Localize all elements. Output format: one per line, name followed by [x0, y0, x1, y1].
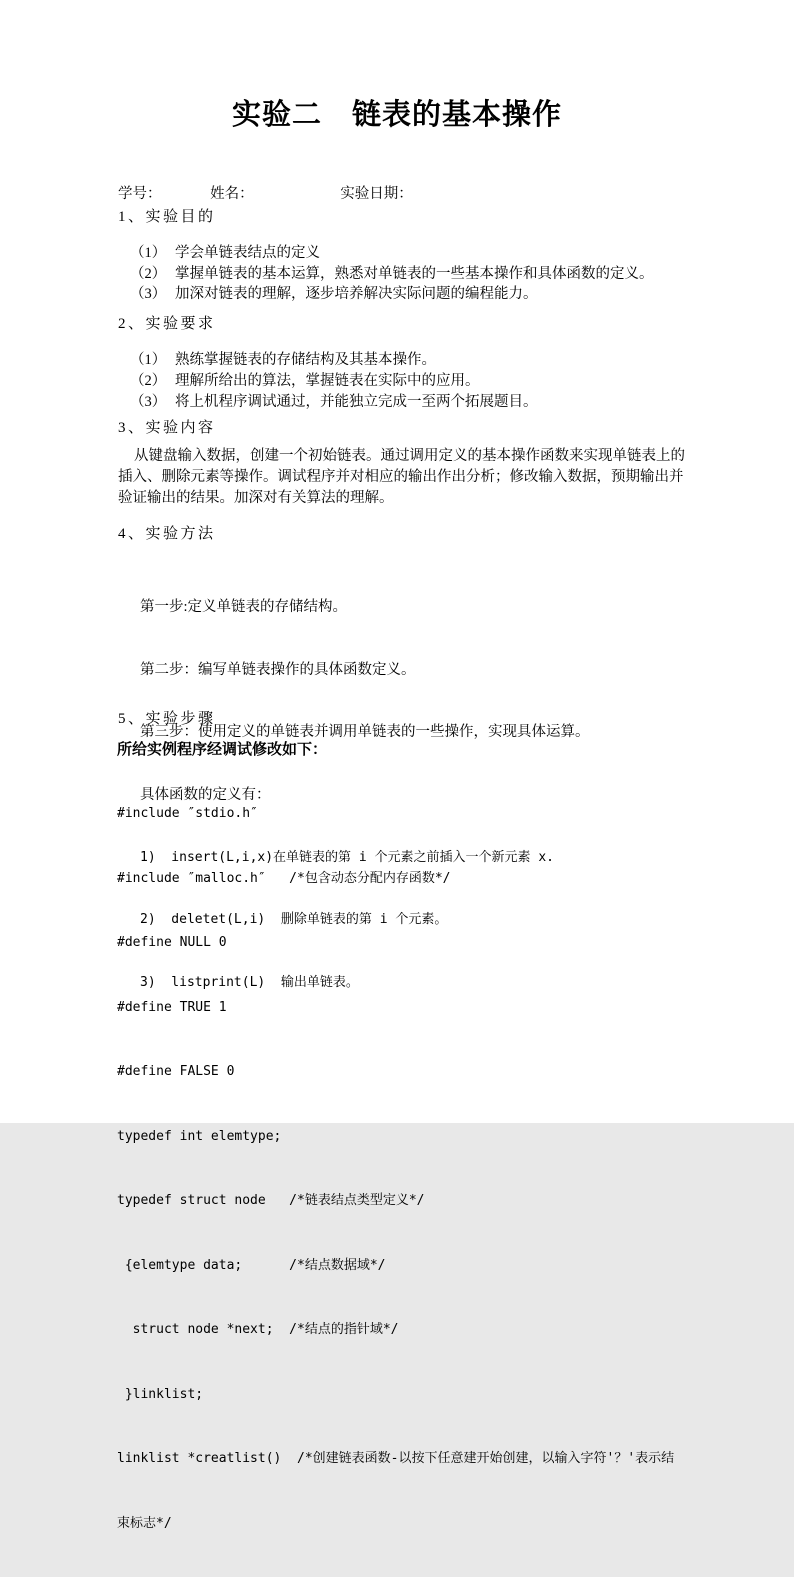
item-marker: （1）: [130, 352, 167, 368]
paragraph-line: 插入、删除元素等操作。调试程序并对相应的输出作出分析；修改输入数据，预期输出并: [118, 469, 684, 485]
requirements-item-list: [130, 350, 538, 413]
code-line: struct node *next; /*结点的指针域*/: [117, 1322, 399, 1337]
date-label: 实验日期：: [340, 186, 413, 202]
item-marker: （3）: [130, 394, 167, 410]
item-text: 掌握单链表的基本运算，熟悉对单链表的一些基本操作和具体函数的定义。: [175, 265, 654, 282]
item-text: 将上机程序调试通过，并能独立完成一至两个拓展题目。: [175, 394, 538, 410]
step-line: 具体函数的定义有：: [140, 786, 271, 803]
section-heading-method: 4、实验方法: [118, 526, 216, 542]
section-heading-content: 3、实验内容: [118, 420, 216, 436]
content-paragraph: [118, 446, 698, 509]
code-line: typedef int elemtype;: [117, 1128, 282, 1144]
code-line: #include ″malloc.h″ /*包含动态分配内存函数*/: [117, 870, 451, 886]
student-id-label: 学号：: [118, 186, 162, 202]
code-line: 束标志*/: [117, 1515, 172, 1531]
function-definition-line: 2) deletet(L,i) 删除单链表的第 i 个元素。: [140, 912, 448, 928]
list-item: [130, 264, 654, 285]
section-heading-purpose: 1、实验目的: [118, 209, 216, 225]
function-definition-line: 1) insert(L,i,x)在单链表的第 i 个元素之前插入一个新元素 x.: [140, 849, 555, 865]
step-line: 第二步：编写单链表操作的具体函数定义。: [140, 661, 416, 678]
item-marker: （2）: [130, 265, 167, 282]
page-title: 实验二 链表的基本操作: [231, 99, 562, 131]
section-heading-procedure: 5、实验步骤: [118, 711, 216, 727]
purpose-item-list: [130, 243, 654, 305]
item-text: 加深对链表的理解，逐步培养解决实际问题的编程能力。: [175, 286, 538, 302]
list-item: [130, 371, 538, 392]
function-definition-line: 3) listprint(L) 输出单链表。: [140, 975, 359, 991]
list-item: [130, 350, 538, 371]
list-item: [130, 392, 538, 413]
code-line: #define FALSE 0: [117, 1064, 235, 1079]
section-heading-requirements: 2、实验要求: [118, 316, 216, 332]
code-line: #include ″stdio.h″: [117, 806, 258, 821]
list-item: [130, 243, 654, 264]
item-text: 理解所给出的算法，掌握链表在实际中的应用。: [175, 373, 480, 389]
code-line: linklist *creatlist() /*创建链表函数-以按下任意建开始创建，以输入字符'？'表示结: [117, 1451, 675, 1466]
item-marker: （3）: [130, 286, 167, 302]
code-line: #define TRUE 1: [117, 999, 227, 1015]
paragraph-line: 从键盘输入数据，创建一个初始链表。通过调用定义的基本操作函数来实现单链表上的: [134, 448, 685, 464]
item-marker: （1）: [130, 245, 167, 261]
code-line: #define NULL 0: [117, 935, 227, 950]
code-line: typedef struct node /*链表结点类型定义*/: [117, 1193, 425, 1208]
paragraph-line: 验证输出的结果。加深对有关算法的理解。: [118, 490, 394, 506]
code-line: {elemtype data; /*结点数据域*/: [117, 1257, 386, 1273]
step-line: 第三步：使用定义的单链表并调用单链表的一些操作，实现具体运算。: [140, 724, 590, 741]
code-line: }linklist;: [117, 1386, 204, 1402]
step-line: 第一步:定义单链表的存储结构。: [140, 598, 348, 615]
item-marker: （2）: [130, 373, 167, 389]
item-text: 学会单链表结点的定义: [175, 245, 320, 261]
info-line: [118, 185, 413, 203]
source-code-block: [117, 760, 737, 1577]
list-item: [130, 284, 654, 305]
item-text: 熟练掌握链表的存储结构及其基本操作。: [175, 352, 436, 368]
name-label: 姓名：: [210, 186, 254, 202]
code-intro-bold: 所给实例程序经调试修改如下：: [117, 742, 328, 758]
